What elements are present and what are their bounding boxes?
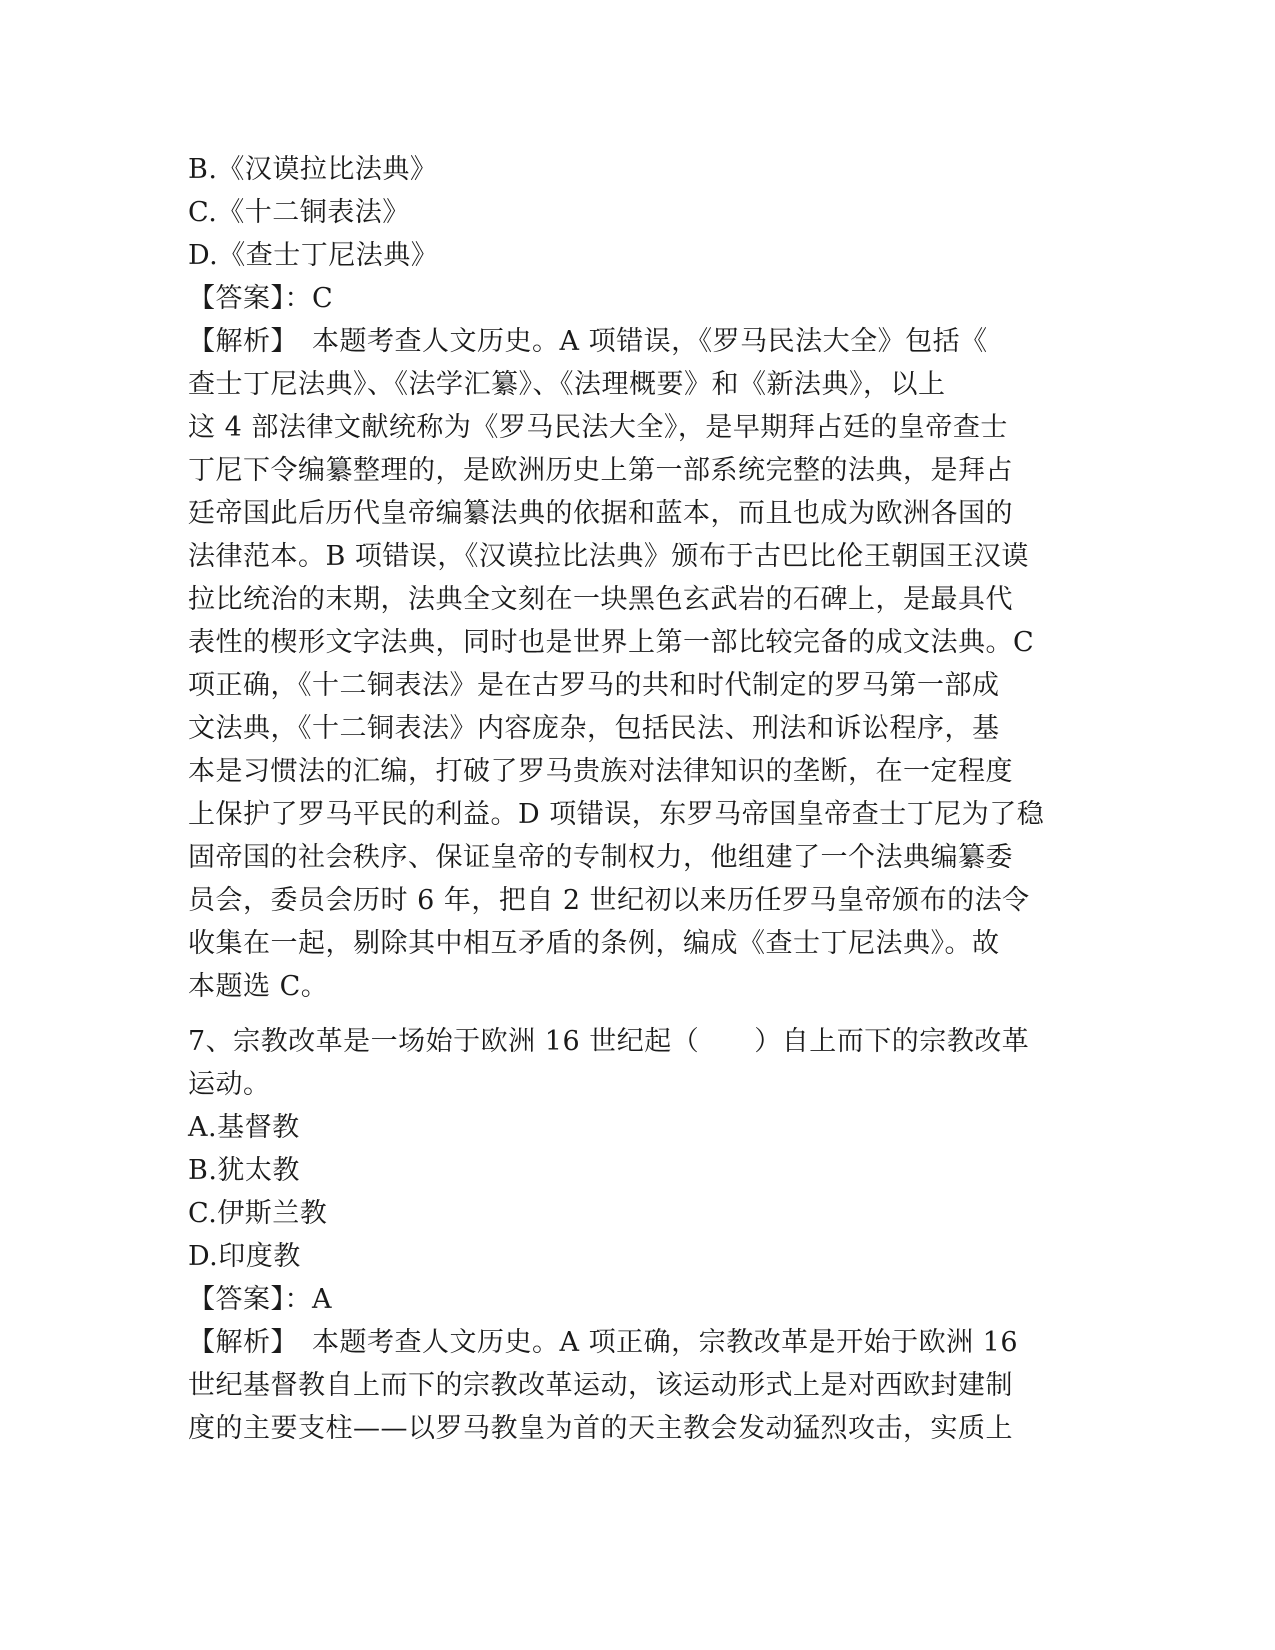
option-b: B.《汉谟拉比法典》: [188, 154, 438, 185]
option-b: B.犹太教: [188, 1155, 300, 1186]
analysis-line: 收集在一起，剔除其中相互矛盾的条例，编成《查士丁尼法典》。故: [188, 928, 1000, 959]
analysis-line: 本题选 C。: [188, 971, 329, 1002]
analysis-line: 【解析】 本题考查人文历史。A 项错误，《罗马民法大全》包括《: [188, 326, 988, 357]
analysis-line: 度的主要支柱——以罗马教皇为首的天主教会发动猛烈攻击，实质上: [188, 1413, 1013, 1444]
analysis-line: 【解析】 本题考查人文历史。A 项正确，宗教改革是开始于欧洲 16: [188, 1327, 1019, 1358]
analysis-line: 本是习惯法的汇编，打破了罗马贵族对法律知识的垄断，在一定程度: [188, 756, 1013, 787]
section-gap: [188, 1008, 1088, 1020]
question-7-text: 运动。: [188, 1069, 271, 1100]
analysis-line: 拉比统治的末期，法典全文刻在一块黑色玄武岩的石碑上，是最具代: [188, 584, 1013, 615]
analysis-line: 廷帝国此后历代皇帝编纂法典的依据和蓝本，而且也成为欧洲各国的: [188, 498, 1013, 529]
answer-line: 【答案】：C: [188, 283, 334, 314]
analysis-block: [188, 1321, 1088, 1450]
option-c: C.《十二铜表法》: [188, 197, 410, 228]
option-a: A.基督教: [188, 1112, 300, 1143]
option-d: D.《查士丁尼法典》: [188, 240, 439, 271]
analysis-line: 项正确，《十二铜表法》是在古罗马的共和时代制定的罗马第一部成: [188, 670, 1000, 701]
analysis-line: 法律范本。B 项错误，《汉谟拉比法典》颁布于古巴比伦王朝国王汉谟: [188, 541, 1029, 572]
question-7-text: 7、宗教改革是一场始于欧洲 16 世纪起（ ）自上而下的宗教改革: [188, 1026, 1030, 1057]
analysis-line: 表性的楔形文字法典，同时也是世界上第一部比较完备的成文法典。C: [188, 627, 1035, 658]
analysis-block: [188, 320, 1088, 1008]
analysis-line: 丁尼下令编纂整理的，是欧洲历史上第一部系统完整的法典，是拜占: [188, 455, 1013, 486]
analysis-line: 查士丁尼法典》、《法学汇纂》、《法理概要》和《新法典》，以上: [188, 369, 946, 400]
analysis-line: 固帝国的社会秩序、保证皇帝的专制权力，他组建了一个法典编纂委: [188, 842, 1013, 873]
analysis-line: 员会，委员会历时 6 年，把自 2 世纪初以来历任罗马皇帝颁布的法令: [188, 885, 1030, 916]
analysis-line: 世纪基督教自上而下的宗教改革运动，该运动形式上是对西欧封建制: [188, 1370, 1013, 1401]
analysis-line: 上保护了罗马平民的利益。D 项错误，东罗马帝国皇帝查士丁尼为了稳: [188, 799, 1045, 830]
option-c: C.伊斯兰教: [188, 1198, 328, 1229]
analysis-line: 这 4 部法律文献统称为《罗马民法大全》，是早期拜占廷的皇帝查士: [188, 412, 1008, 443]
analysis-line: 文法典，《十二铜表法》内容庞杂，包括民法、刑法和诉讼程序，基: [188, 713, 1000, 744]
answer-line: 【答案】：A: [188, 1284, 332, 1315]
document-content: [188, 148, 1088, 1450]
option-d: D.印度教: [188, 1241, 301, 1272]
